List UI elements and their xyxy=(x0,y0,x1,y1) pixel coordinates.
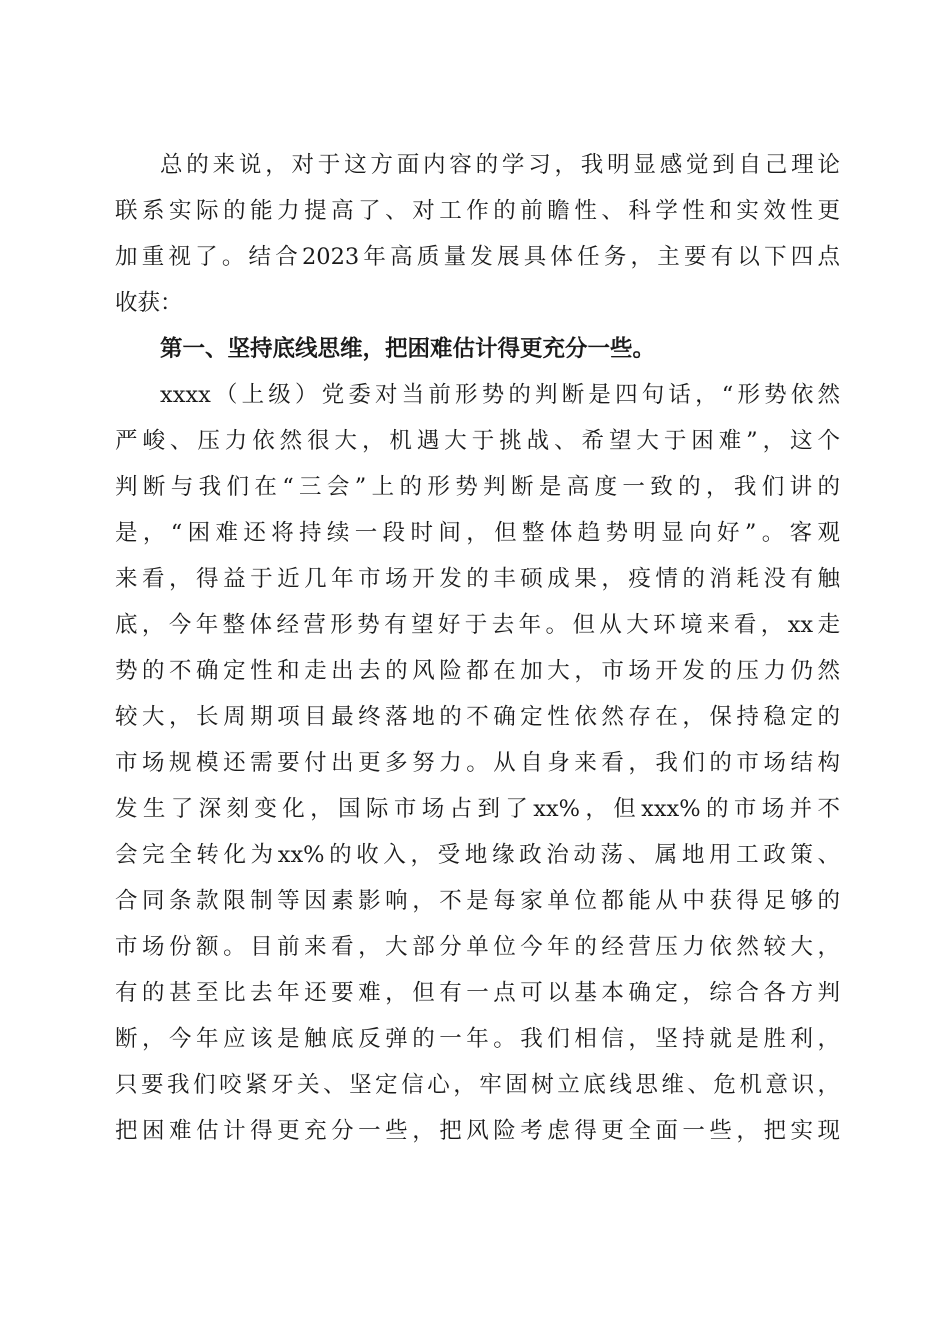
text-line: 会完全转化为xx%的收入，受地缘政治动荡、属地用工政策、 xyxy=(115,842,840,868)
text-line: 加重视了。结合2023年高质量发展具体任务，主要有以下四点 xyxy=(115,244,840,270)
text-line: 来看，得益于近几年市场开发的丰硕成果，疫情的消耗没有触 xyxy=(115,566,840,592)
text-line: 有的甚至比去年还要难，但有一点可以基本确定，综合各方判 xyxy=(115,980,840,1006)
document-body xyxy=(115,142,840,1154)
text-line: 势的不确定性和走出去的风险都在加大，市场开发的压力仍然 xyxy=(115,658,840,684)
text-line: 较大，长周期项目最终落地的不确定性依然存在，保持稳定的 xyxy=(115,704,840,730)
section-heading: 第一、坚持底线思维，把困难估计得更充分一些。 xyxy=(160,336,656,362)
text-line: xxxx（上级）党委对当前形势的判断是四句话，“形势依然 xyxy=(160,382,840,408)
text-line: 严峻、压力依然很大，机遇大于挑战、希望大于困难”，这个 xyxy=(115,428,840,454)
text-line: 合同条款限制等因素影响，不是每家单位都能从中获得足够的 xyxy=(115,888,840,914)
text-line: 收获： xyxy=(115,290,183,316)
text-line: 判断与我们在“三会”上的形势判断是高度一致的，我们讲的 xyxy=(115,474,840,500)
text-line: 市场份额。目前来看，大部分单位今年的经营压力依然较大， xyxy=(115,934,840,960)
text-line: 把困难估计得更充分一些，把风险考虑得更全面一些，把实现 xyxy=(115,1118,840,1144)
text-line: 只要我们咬紧牙关、坚定信心，牢固树立底线思维、危机意识， xyxy=(115,1072,840,1098)
text-line: 是，“困难还将持续一段时间，但整体趋势明显向好”。客观 xyxy=(115,520,840,546)
paragraph-summary xyxy=(115,142,840,326)
text-line: 联系实际的能力提高了、对工作的前瞻性、科学性和实效性更 xyxy=(115,198,840,224)
text-line: 总的来说，对于这方面内容的学习，我明显感觉到自己理论 xyxy=(160,152,840,178)
text-line: 断，今年应该是触底反弹的一年。我们相信，坚持就是胜利， xyxy=(115,1026,840,1052)
text-line: 市场规模还需要付出更多努力。从自身来看，我们的市场结构 xyxy=(115,750,840,776)
text-line: 底，今年整体经营形势有望好于去年。但从大环境来看，xx走 xyxy=(115,612,840,638)
paragraph-situation xyxy=(115,372,840,1154)
text-line: 发生了深刻变化，国际市场占到了xx%，但xxx%的市场并不 xyxy=(115,796,840,822)
